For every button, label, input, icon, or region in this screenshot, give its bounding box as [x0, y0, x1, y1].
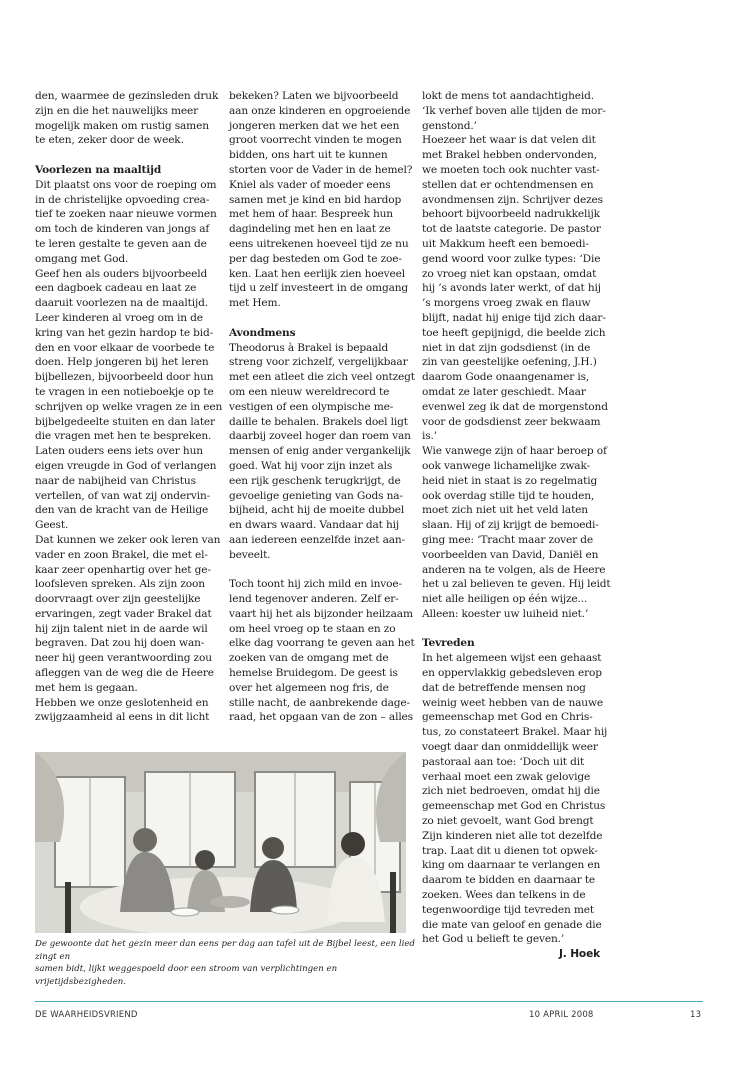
text-line: evenwel zeg ik dat de morgenstond	[422, 400, 608, 413]
text-line: vertellen, of van wat zij ondervin-	[35, 489, 211, 502]
text-line: gend woord voor zulke types: ‘Die	[422, 252, 601, 265]
text-line: bijbelgedeelte stuiten en dan later	[35, 415, 215, 428]
text-line: daarom Gode onaangenamer is,	[422, 371, 590, 384]
section-heading: Voorlezen na maaltijd	[35, 163, 162, 176]
text-line: Wie vanwege zijn of haar beroep of	[422, 445, 607, 458]
text-line: we moeten toch ook nuchter vast-	[422, 163, 600, 176]
text-line: voor de godsdienst zeer bekwaam	[422, 415, 601, 428]
text-line: over het algemeen nog fris, de	[229, 681, 389, 694]
text-line: zich niet bedroeven, omdat hij die	[422, 785, 600, 798]
footer-page-number: 13	[690, 1010, 702, 1020]
text-line: hemelse Bruidegom. De geest is	[229, 667, 398, 680]
text-line: het u zal believen te geven. Hij leidt	[422, 578, 611, 591]
text-line: voegt daar dan onmiddellijk weer	[422, 741, 598, 754]
text-line: lokt de mens tot aandachtigheid.	[422, 90, 594, 102]
text-line: daarom te bidden en daarnaar te	[422, 874, 596, 887]
text-line: om heel vroeg op te staan en zo	[229, 622, 396, 635]
text-line: Kniel als vader of moeder eens	[229, 178, 391, 191]
text-line: heid niet in staat is zo regelmatig	[422, 474, 598, 487]
text-line: trap. Laat dit u dienen tot opwek-	[422, 844, 598, 857]
text-line: uit Makkum heeft een bemoedi-	[422, 237, 589, 250]
text-line: aan iedereen eenzelfde inzet aan-	[229, 533, 406, 546]
text-line: voorbeelden van David, Daniël en	[422, 548, 599, 561]
text-line: Hoezeer het waar is dat velen dit	[422, 134, 596, 147]
text-line: loofsleven spreken. Als zijn zoon	[35, 578, 205, 591]
text-line: tegenwoordige tijd tevreden met	[422, 903, 594, 916]
text-line: den en voor elkaar de voorbede te	[35, 341, 215, 354]
text-line: en dwars waard. Vandaar dat hij	[229, 519, 400, 532]
text-line: niet in dat zijn godsdienst (in de	[422, 341, 591, 354]
text-line: eigen vreugde in God of verlangen	[35, 459, 217, 472]
paragraph-spacer	[229, 563, 415, 578]
text-line: met hem of haar. Bespreek hun	[229, 208, 393, 221]
text-line: mensen of enig ander vergankelijk	[229, 445, 411, 458]
text-line: kring van het gezin hardop te bid-	[35, 326, 214, 339]
text-line: dat de betreffende mensen nog	[422, 681, 586, 694]
text-line: een rijk geschenk terugkrijgt, de	[229, 474, 401, 487]
text-line: verhaal moet een zwak gelovige	[422, 770, 591, 783]
text-line: omdat ze later geschiedt. Maar	[422, 385, 586, 398]
text-line: Laten ouders eens iets over hun	[35, 445, 203, 458]
text-line: Hebben we onze geslotenheid en	[35, 696, 209, 709]
text-line: zoeken van de omgang met de	[229, 652, 389, 665]
text-line: zwijgzaamheid al eens in dit licht	[35, 711, 210, 724]
text-line: om een nieuw wereldrecord te	[229, 385, 390, 398]
paragraph-spacer	[229, 311, 415, 326]
text-line: king om daarnaar te verlangen en	[422, 859, 601, 872]
text-line: daarbij zoveel hoger dan roem van	[229, 430, 411, 443]
text-line: met Hem.	[229, 297, 281, 310]
text-line: lend tegenover anderen. Zelf er-	[229, 593, 399, 606]
text-line: eens uitrekenen hoeveel tijd ze nu	[229, 237, 409, 250]
text-line: per dag besteden om God te zoe-	[229, 252, 402, 265]
text-line: Dat kunnen we zeker ook leren van	[35, 533, 221, 546]
caption-line: samen bidt, lijkt weggespoeld door een stroom van verplichtingen en vrijetijdsbezigheden.	[35, 964, 338, 987]
text-line: het God u belieft te geven.’	[422, 933, 565, 946]
text-line: in de christelijke opvoeding crea-	[35, 193, 210, 206]
article-column-2	[229, 89, 415, 725]
text-line: die mate van geloof en genade die	[422, 918, 602, 931]
text-line: die vragen met hen te bespreken.	[35, 430, 212, 443]
text-line: met Brakel hebben ondervonden,	[422, 149, 597, 162]
paragraph-spacer	[35, 148, 221, 163]
text-line: beveelt.	[229, 548, 271, 561]
text-line: doen. Help jongeren bij het leren	[35, 356, 209, 369]
footer-rule	[35, 1001, 703, 1002]
text-line: te leren gestalte te geven aan de	[35, 237, 207, 250]
text-line: bekeken? Laten we bijvoorbeeld	[229, 90, 399, 102]
text-line: gemeenschap met God en Chris-	[422, 711, 593, 724]
caption-line: De gewoonte dat het gezin meer dan eens per dag aan tafel uit de Bijbel leest, een lied zingt en	[35, 939, 415, 962]
text-line: daille te behalen. Brakels doel ligt	[229, 415, 408, 428]
text-line: tus, zo constateert Brakel. Maar hij	[422, 726, 608, 739]
text-line: Dit plaatst ons voor de roeping om	[35, 178, 217, 191]
text-line: tot de laatste categorie. De pastor	[422, 223, 601, 236]
text-line: is.’	[422, 430, 437, 443]
text-line: zoeken. Wees dan telkens in de	[422, 889, 586, 902]
text-line: mogelijk maken om rustig samen	[35, 119, 209, 132]
text-line: neer hij geen verantwoording zou	[35, 652, 212, 665]
text-line: om toch de kinderen van jongs af	[35, 223, 210, 236]
text-line: ’s morgens vroeg zwak en flauw	[422, 297, 591, 310]
family-dinner-photo	[35, 752, 406, 933]
text-line: ‘Ik verhef boven alle tijden de mor-	[422, 104, 606, 117]
text-line: ook vanwege lichamelijke zwak-	[422, 459, 590, 472]
text-line: slaan. Hij of zij krijgt de bemoedi-	[422, 519, 599, 532]
text-line: een dagboek cadeau en laat ze	[35, 282, 197, 295]
text-line: doorvraagt over zijn geestelijke	[35, 593, 201, 606]
text-line: gemeenschap met God en Christus	[422, 800, 606, 813]
text-line: Leer kinderen al vroeg om in de	[35, 311, 203, 324]
text-line: hij ’s avonds later werkt, of dat hij	[422, 282, 601, 295]
text-line: bidden, ons hart uit te kunnen	[229, 149, 388, 162]
text-line: bijheid, acht hij de moeite dubbel	[229, 504, 405, 517]
author-signature: J. Hoek	[559, 948, 600, 961]
text-line: ook overdag stille tijd te houden,	[422, 489, 595, 502]
text-line: gevoelige genieting van Gods na-	[229, 489, 403, 502]
text-line: stille nacht, de aanbrekende dage-	[229, 696, 410, 709]
text-line: zo niet gevoelt, want God brengt	[422, 815, 594, 828]
text-line: samen met je kind en bid hardop	[229, 193, 402, 206]
text-line: tijd u zelf investeert in de omgang	[229, 282, 409, 295]
text-line: Geef hen als ouders bijvoorbeeld	[35, 267, 208, 280]
text-line: den van de kracht van de Heilige	[35, 504, 209, 517]
text-line: ken. Laat hen eerlijk zien hoeveel	[229, 267, 405, 280]
photo-caption	[35, 938, 415, 988]
text-line: daaruit voorlezen na de maaltijd.	[35, 297, 208, 310]
text-line: en oppervlakkig gebedsleven erop	[422, 667, 602, 680]
footer-publication: DE WAARHEIDSVRIEND	[35, 1010, 138, 1020]
text-line: zijn en die het nauwelijks meer	[35, 104, 199, 117]
text-line: Theodorus à Brakel is bepaald	[229, 341, 389, 354]
text-line: vaart hij het als bijzonder heilzaam	[229, 607, 413, 620]
text-line: blijft, nadat hij enige tijd zich daar-	[422, 311, 606, 324]
text-line: behoort bijvoorbeeld nadrukkelijk	[422, 208, 600, 221]
text-line: te eten, zeker door de week.	[35, 134, 184, 147]
text-line: afleggen van de weg die de Heere	[35, 667, 214, 680]
text-line: niet alle heiligen op één wijze...	[422, 593, 588, 606]
text-line: goed. Wat hij voor zijn inzet als	[229, 459, 393, 472]
text-line: Geest.	[35, 519, 69, 532]
text-line: tief te zoeken naar nieuwe vormen	[35, 208, 217, 221]
text-line: stellen dat er ochtendmensen en	[422, 178, 594, 191]
text-line: elke dag voorrang te geven aan het	[229, 637, 415, 650]
text-line: ging mee: ‘Tracht maar zover de	[422, 533, 594, 546]
text-line: raad, het opgaan van de zon – alles	[229, 711, 413, 724]
text-line: Alleen: koester uw luiheid niet.’	[422, 607, 589, 620]
text-line: jongeren merken dat we het een	[229, 119, 400, 132]
text-line: dagindeling met hen en laat ze	[229, 223, 391, 236]
text-line: te vragen in een notieboekje op te	[35, 385, 214, 398]
text-line: zo vroeg niet kan opstaan, omdat	[422, 267, 597, 280]
text-line: storten voor de Vader in de hemel?	[229, 163, 413, 176]
text-line: vestigen of een olympische me-	[229, 400, 394, 413]
text-line: schrijven op welke vragen ze in een	[35, 400, 223, 413]
text-line: In het algemeen wijst een gehaast	[422, 652, 602, 665]
text-line: begraven. Dat zou hij doen wan-	[35, 637, 205, 650]
text-line: hij zijn talent niet in de aarde wil	[35, 622, 208, 635]
footer-date: 10 APRIL 2008	[529, 1010, 594, 1020]
text-line: vader en zoon Brakel, die met el-	[35, 548, 208, 561]
text-line: avondmensen zijn. Schrijver dezes	[422, 193, 603, 206]
text-line: kaar zeer openhartig over het ge-	[35, 563, 211, 576]
text-line: ervaringen, zegt vader Brakel dat	[35, 607, 212, 620]
paragraph-spacer	[422, 622, 608, 637]
text-line: aan onze kinderen en opgroeiende	[229, 104, 411, 117]
text-line: moet zich niet uit het veld laten	[422, 504, 588, 517]
text-line: anderen na te volgen, als de Heere	[422, 563, 606, 576]
text-line: met hem is gegaan.	[35, 681, 138, 694]
text-line: weinig weet hebben van de nauwe	[422, 696, 603, 709]
text-line: met een atleet die zich veel ontzegt	[229, 371, 415, 384]
text-line: den, waarmee de gezinsleden druk	[35, 90, 219, 102]
text-line: omgang met God.	[35, 252, 129, 265]
text-line: genstond.’	[422, 119, 477, 132]
text-line: pastoraal aan toe: ‘Doch uit dit	[422, 755, 585, 768]
text-line: groot voorrecht vinden te mogen	[229, 134, 402, 147]
article-column-3	[422, 89, 611, 962]
text-line: zin van geestelijke oefening, J.H.)	[422, 356, 597, 369]
text-line: streng voor zichzelf, vergelijkbaar	[229, 356, 408, 369]
text-line: bijbellezen, bijvoorbeeld door hun	[35, 371, 214, 384]
article-column-1	[35, 89, 221, 725]
text-line: toe heeft gepijnigd, die beelde zich	[422, 326, 606, 339]
text-line: naar de nabijheid van Christus	[35, 474, 196, 487]
text-line: Toch toont hij zich mild en invoe-	[229, 578, 402, 591]
text-line: Zijn kinderen niet alle tot dezelfde	[422, 829, 603, 842]
section-heading: Avondmens	[229, 326, 296, 339]
section-heading: Tevreden	[422, 637, 475, 650]
